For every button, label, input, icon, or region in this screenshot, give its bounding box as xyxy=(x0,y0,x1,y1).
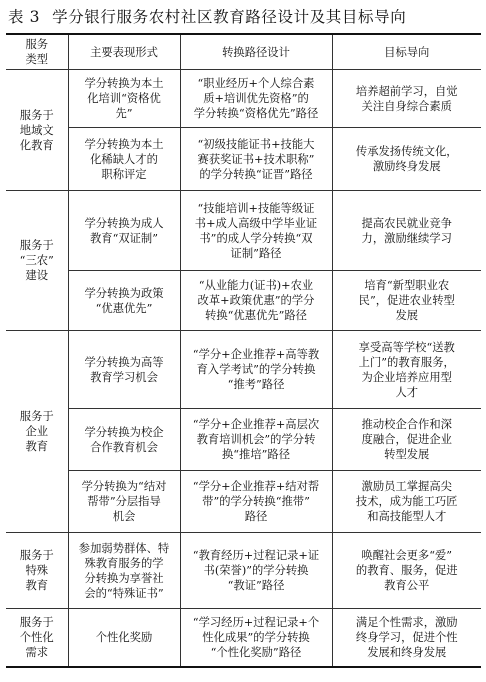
form-cell: 学分转换为校企 合作教育机会 xyxy=(68,409,180,471)
category-cell: 服务于 企业 教育 xyxy=(6,331,68,533)
category-cell: 服务于 特殊 教育 xyxy=(6,533,68,609)
table-row xyxy=(6,128,481,191)
header-path: 转换路径设计 xyxy=(180,34,332,70)
category-cell: 服务于 “三农” 建设 xyxy=(6,191,68,331)
table-row xyxy=(6,471,481,533)
goal-cell: 推动校企合作和深 度融合，促进企业 转型发展 xyxy=(332,409,481,471)
table-row xyxy=(6,191,481,271)
form-cell: 学分转换为“结对 帮带”分层指导 机会 xyxy=(68,471,180,533)
table-row xyxy=(6,271,481,331)
table-number: 表 3 xyxy=(8,8,41,26)
path-cell: “从业能力(证书)+农业 改革+政策优惠”的学分 转换“优惠优先”路径 xyxy=(180,271,332,331)
path-cell: “职业经历+个人综合素 质+培训优先资格”的 学分转换“资格优先”路径 xyxy=(180,70,332,128)
form-cell: 个性化奖励 xyxy=(68,609,180,667)
header-goal: 目标导向 xyxy=(332,34,481,70)
form-cell: 学分转换为本土 化培训“资格优 先” xyxy=(68,70,180,128)
header-category: 服务 类型 xyxy=(6,34,68,70)
path-cell: “学分+企业推荐+高层次 教育培训机会”的学分转 换“推培”路径 xyxy=(180,409,332,471)
goal-cell: 培育“新型职业农 民”，促进农业转型 发展 xyxy=(332,271,481,331)
goal-cell: 提高农民就业竞争 力，激励继续学习 xyxy=(332,191,481,271)
form-cell: 学分转换为本土 化稀缺人才的 职称评定 xyxy=(68,128,180,191)
category-cell: 服务于 个性化 需求 xyxy=(6,609,68,667)
path-cell: “技能培训+技能等级证 书+成人高级中学毕业证 书”的成人学分转换“双 证制”路径 xyxy=(180,191,332,271)
table-row xyxy=(6,533,481,609)
table-row xyxy=(6,70,481,128)
table-row xyxy=(6,409,481,471)
path-cell: “初级技能证书+技能大 赛获奖证书+技术职称” 的学分转换“证晋”路径 xyxy=(180,128,332,191)
path-cell: “学习经历+过程记录+个 性化成果”的学分转换 “个性化奖励”路径 xyxy=(180,609,332,667)
goal-cell: 激励员工掌握高尖 技术，成为能工巧匠 和高技能型人才 xyxy=(332,471,481,533)
form-cell: 学分转换为政策 “优惠优先” xyxy=(68,271,180,331)
table-title: 学分银行服务农村社区教育路径设计及其目标导向 xyxy=(52,8,407,26)
goal-cell: 传承发扬传统文化， 激励终身发展 xyxy=(332,128,481,191)
path-cell: “学分+企业推荐+结对帮 带”的学分转换“推带” 路径 xyxy=(180,471,332,533)
goal-cell: 满足个性需求，激励 终身学习，促进个性 发展和终身发展 xyxy=(332,609,481,667)
table-row xyxy=(6,331,481,409)
form-cell: 学分转换为高等 教育学习机会 xyxy=(68,331,180,409)
category-cell: 服务于 地域文 化教育 xyxy=(6,70,68,191)
header-form: 主要表现形式 xyxy=(68,34,180,70)
goal-cell: 享受高等学校“送教 上门”的教育服务， 为企业培养应用型 人才 xyxy=(332,331,481,409)
form-cell: 参加弱势群体、特 殊教育服务的学 分转换为享誉社 会的“特殊证书” xyxy=(68,533,180,609)
path-design-table xyxy=(6,33,481,668)
goal-cell: 培养超前学习，自觉 关注自身综合素质 xyxy=(332,70,481,128)
header-row xyxy=(6,34,481,70)
path-cell: “学分+企业推荐+高等教 育入学考试”的学分转换 “推考”路径 xyxy=(180,331,332,409)
path-cell: “教育经历+过程记录+证 书(荣誉)”的学分转换 “教证”路径 xyxy=(180,533,332,609)
table-caption xyxy=(8,5,478,29)
goal-cell: 唤醒社会更多“爱” 的教育、服务，促进 教育公平 xyxy=(332,533,481,609)
table-row xyxy=(6,609,481,667)
form-cell: 学分转换为成人 教育“双证制” xyxy=(68,191,180,271)
